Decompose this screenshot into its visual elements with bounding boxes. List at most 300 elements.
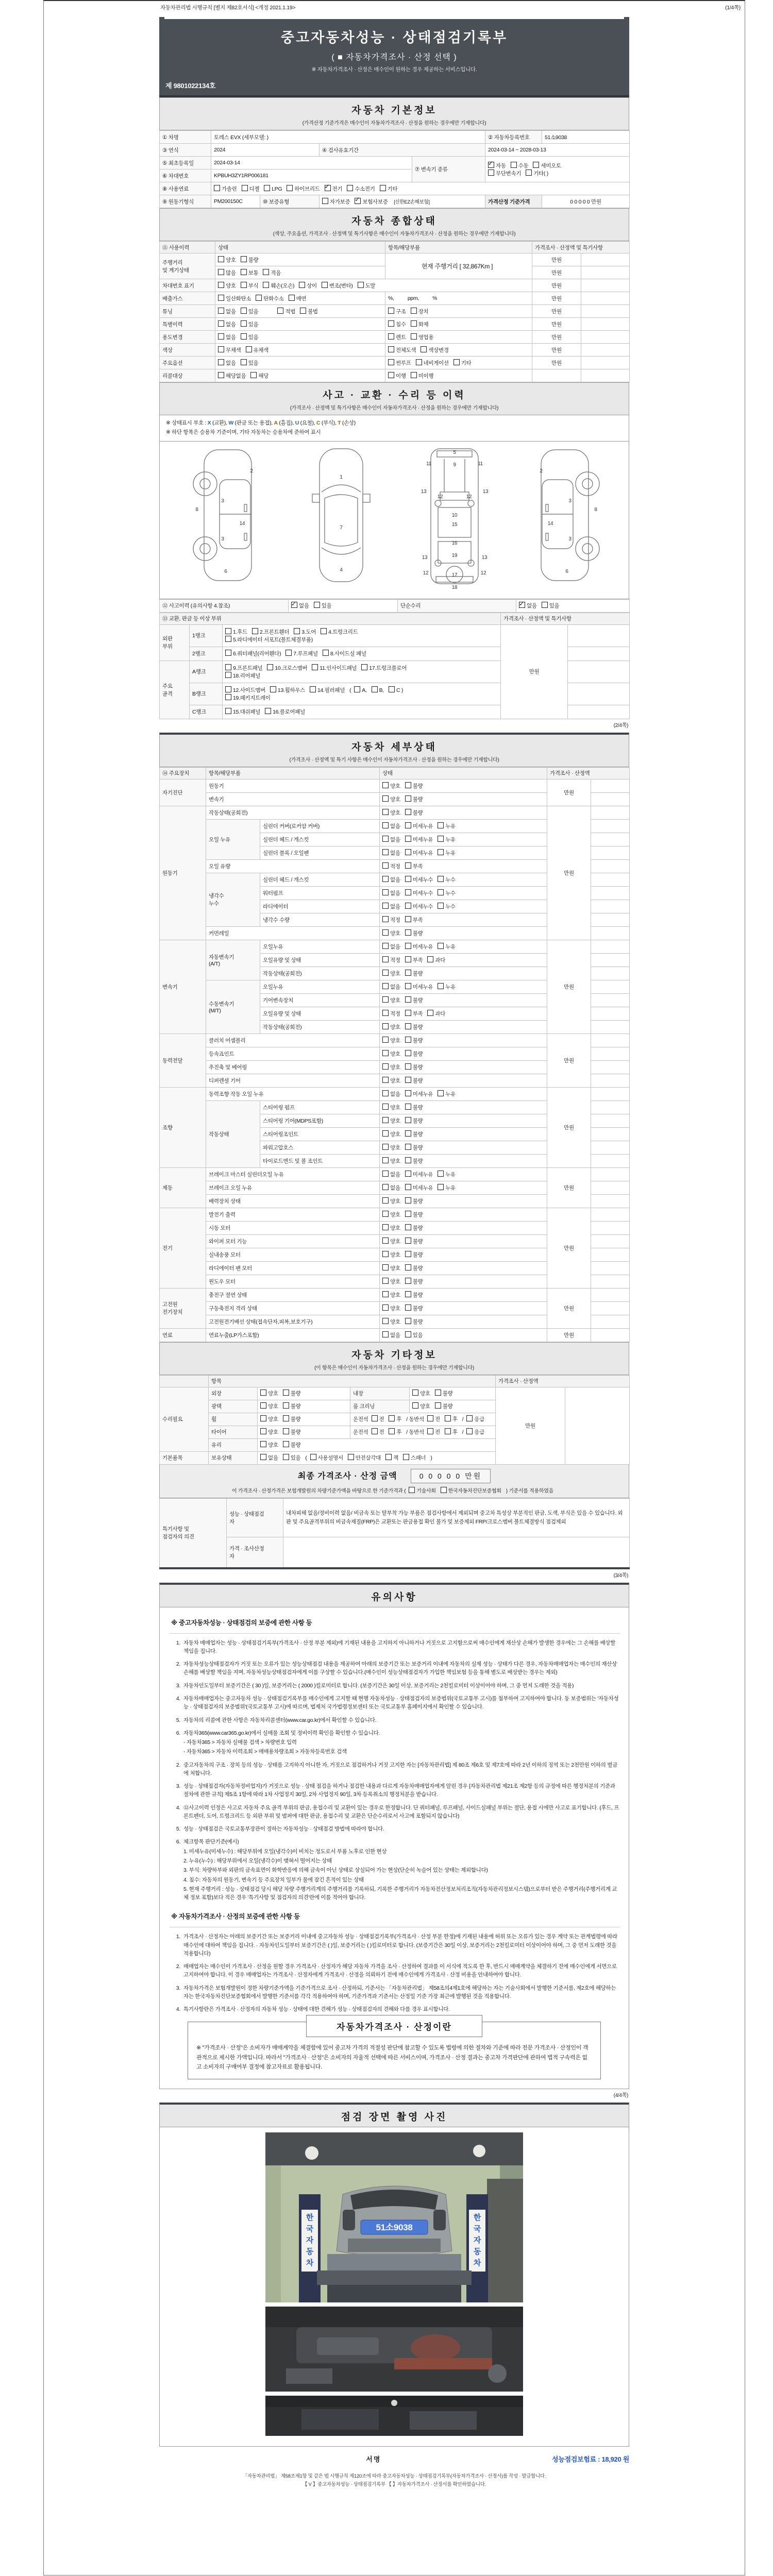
checkbox-label: 양호 xyxy=(390,970,400,977)
price-cell: 만원 xyxy=(547,1328,591,1342)
checkbox-option xyxy=(260,1428,278,1436)
item-cell: 시동 모터 xyxy=(206,1221,380,1234)
checkbox[interactable] xyxy=(405,943,411,949)
checkbox-option xyxy=(382,929,400,937)
checkbox[interactable] xyxy=(405,782,411,788)
checkbox[interactable] xyxy=(314,602,320,608)
checkbox-option xyxy=(412,1402,430,1410)
checkbox[interactable] xyxy=(405,1171,411,1177)
checkbox[interactable] xyxy=(241,359,247,365)
checkbox-option xyxy=(348,1454,381,1462)
checkbox-label: 5.라디에이터 서포트(볼트체결부품) xyxy=(233,636,313,643)
checkbox[interactable] xyxy=(260,1428,266,1434)
checkbox-option xyxy=(225,686,265,694)
checkbox-label: 하이브리드 xyxy=(294,185,320,192)
row-label: 특별이력 xyxy=(160,318,215,331)
item-label: 유리 xyxy=(209,1438,258,1451)
checkbox[interactable] xyxy=(250,372,257,378)
note-cell xyxy=(591,833,630,846)
checkbox[interactable] xyxy=(310,1454,316,1460)
checkbox-option xyxy=(283,1415,301,1423)
checkbox[interactable] xyxy=(300,308,306,314)
checkbox[interactable] xyxy=(241,256,247,262)
checkbox-label: 양호 xyxy=(390,1104,400,1111)
checkbox[interactable] xyxy=(382,1184,389,1190)
checkbox[interactable] xyxy=(382,1023,389,1029)
checkbox[interactable] xyxy=(511,162,517,168)
checkbox-label: 불량 xyxy=(412,1117,423,1124)
notice-text: 체크항목 판단기준(예시) 1. 미세누유(미세누수) : 해당부위에 오일(냉각수)이 비치는 정도로서 부품 노후로 인한 현상 2. 누유(누수) : 해당부위에서 오일(냉각수)이 맺혀서 떨어지는 상태 3. 부식: 차량하부와 외판의 금속표면이 화학반응에 의해 금속이 아닌 상태로 상실되어 가는 현상(단순히 녹슬어 있는 상태는 제외합니다) 4. 침수: 자동차의 원동기, 변속기 등 주요장치 일부가 물에 잠긴 흔적이 있는 상태 5. 현재 주행거리 : 성능 · 상태점검 당시 해당 차량 주행거리계의 주행거리를 기록하되, 기록한 주행거리가 자동차전산정보처리조직(자동차관리정보시스템)으로부터 받은 주행거리(주행거리계 교체 정보 포함)보다 적은 경우 '특기사항 및 점검자의 의견'란에 이를 적어야 합니다. xyxy=(183,1838,619,1902)
checkbox[interactable] xyxy=(388,346,394,352)
checkbox[interactable] xyxy=(382,1063,389,1070)
checkbox[interactable] xyxy=(214,185,220,191)
checkbox[interactable] xyxy=(299,282,305,288)
checkbox[interactable] xyxy=(277,308,283,314)
checkbox[interactable] xyxy=(405,1251,411,1257)
state-cell xyxy=(380,873,547,886)
col-item: 항목/해당부품 xyxy=(385,242,532,253)
checkbox[interactable] xyxy=(372,1428,378,1434)
checkbox[interactable] xyxy=(382,876,389,882)
checkbox[interactable] xyxy=(321,628,327,634)
engine-label: ⑨ 원동기형식 xyxy=(160,195,211,208)
checkbox-label: 있음 xyxy=(248,360,259,366)
checkbox[interactable] xyxy=(409,1487,415,1493)
checkbox[interactable] xyxy=(361,664,367,670)
checkbox[interactable] xyxy=(323,650,329,656)
checkbox[interactable] xyxy=(355,198,361,204)
year-value: 2024 xyxy=(211,144,320,157)
checkbox[interactable] xyxy=(438,1090,444,1096)
checkbox[interactable] xyxy=(427,1010,433,1016)
part-number: 14 xyxy=(239,520,245,527)
item-cell: 실린더 블록 / 오일팬 xyxy=(260,846,380,859)
checkbox[interactable] xyxy=(382,943,389,949)
checkbox[interactable] xyxy=(385,1454,392,1460)
checkbox[interactable] xyxy=(289,295,295,301)
checkbox[interactable] xyxy=(218,359,224,365)
checkbox[interactable] xyxy=(427,1415,433,1421)
checkbox[interactable] xyxy=(438,889,444,895)
checkbox[interactable] xyxy=(283,1415,289,1421)
checkbox[interactable] xyxy=(405,836,411,842)
checkbox[interactable] xyxy=(260,1454,266,1460)
checkbox[interactable] xyxy=(405,1304,411,1311)
checkbox[interactable] xyxy=(405,1331,411,1337)
checkbox[interactable] xyxy=(382,795,389,802)
checkbox[interactable] xyxy=(405,1318,411,1324)
checkbox-option xyxy=(260,1415,278,1423)
checkbox[interactable] xyxy=(372,686,378,692)
checkbox[interactable] xyxy=(218,333,224,340)
item-cell: 와이퍼 모터 기능 xyxy=(206,1234,380,1248)
checkbox[interactable] xyxy=(382,1050,389,1056)
checkbox[interactable] xyxy=(405,1010,411,1016)
checkbox[interactable] xyxy=(438,903,444,909)
part-number: 14 xyxy=(547,520,553,527)
checkbox[interactable] xyxy=(218,320,224,327)
checkbox[interactable] xyxy=(260,1441,266,1447)
checkbox[interactable] xyxy=(405,1130,411,1137)
checkbox-option xyxy=(225,636,313,643)
checkbox[interactable] xyxy=(405,876,411,882)
checkbox[interactable] xyxy=(427,956,433,962)
detail-row xyxy=(160,806,630,819)
checkbox[interactable] xyxy=(380,185,386,191)
checkbox[interactable] xyxy=(388,372,394,378)
checkbox[interactable] xyxy=(225,694,231,700)
checkbox[interactable] xyxy=(405,916,411,922)
checkbox[interactable] xyxy=(225,650,231,656)
checkbox[interactable] xyxy=(218,295,224,301)
checkbox[interactable] xyxy=(405,822,411,828)
checkbox[interactable] xyxy=(312,664,318,670)
checkbox[interactable] xyxy=(382,1224,389,1230)
inline-text: ( xyxy=(349,687,351,693)
checkbox[interactable] xyxy=(322,282,328,288)
state-cell xyxy=(258,1387,350,1400)
checkbox[interactable] xyxy=(526,170,532,176)
inline-text: ) 기준서를 적용하였음 xyxy=(506,1488,553,1494)
checkbox[interactable] xyxy=(382,1157,389,1163)
col-device: ⑭ 주요장치 xyxy=(160,767,206,779)
checkbox[interactable] xyxy=(438,1184,444,1190)
checkbox[interactable] xyxy=(372,1415,378,1421)
checkbox-label: 11.인사이드패널 xyxy=(320,665,357,671)
checkbox[interactable] xyxy=(283,1428,289,1434)
checkbox[interactable] xyxy=(382,1117,389,1123)
checkbox[interactable] xyxy=(438,1171,444,1177)
rank-label: 2랭크 xyxy=(190,647,223,660)
checkbox[interactable] xyxy=(405,1090,411,1096)
checkbox[interactable] xyxy=(256,295,262,301)
checkbox-label: 없음 xyxy=(226,334,236,341)
checkbox[interactable] xyxy=(405,1077,411,1083)
checkbox-option xyxy=(405,1050,423,1058)
checkbox[interactable] xyxy=(260,1415,266,1421)
state-cell xyxy=(380,1074,547,1087)
state-cell xyxy=(215,357,385,369)
checkbox[interactable] xyxy=(267,664,273,670)
row-label: 주요옵션 xyxy=(160,357,215,369)
checkbox[interactable] xyxy=(260,1389,266,1396)
checkbox[interactable] xyxy=(533,162,539,168)
checkbox[interactable] xyxy=(382,1304,389,1311)
checkbox-label: 불량 xyxy=(412,1265,423,1272)
checkbox[interactable] xyxy=(488,162,494,168)
checkbox[interactable] xyxy=(382,889,389,895)
checkbox-label: 6.쿼터패널(리어휀다) xyxy=(233,651,281,657)
checkbox-label: 양호 xyxy=(268,1416,278,1423)
checkbox[interactable] xyxy=(382,956,389,962)
checkbox[interactable] xyxy=(405,1037,411,1043)
section-other xyxy=(159,1342,629,1375)
checkbox[interactable] xyxy=(218,308,224,314)
checkbox[interactable] xyxy=(405,1144,411,1150)
checkbox[interactable] xyxy=(405,1184,411,1190)
checkbox-option xyxy=(218,320,236,328)
checkbox[interactable] xyxy=(405,1291,411,1297)
checkbox[interactable] xyxy=(291,602,297,608)
checkbox[interactable] xyxy=(427,1428,433,1434)
checkbox-label: 없음 xyxy=(390,1332,400,1338)
checkbox[interactable] xyxy=(405,970,411,976)
checkbox[interactable] xyxy=(283,1441,289,1447)
checkbox-label: 없음 xyxy=(268,1455,278,1462)
checkbox-option xyxy=(438,836,456,843)
checkbox[interactable] xyxy=(382,1251,389,1257)
state-cell xyxy=(258,1438,496,1451)
checkbox[interactable] xyxy=(382,1077,389,1083)
checkbox[interactable] xyxy=(382,1144,389,1150)
checkbox[interactable] xyxy=(405,862,411,869)
checkbox[interactable] xyxy=(382,1104,389,1110)
sub-label: 작동상태 xyxy=(206,1100,260,1167)
state-cell xyxy=(215,279,532,292)
checkbox[interactable] xyxy=(241,282,247,288)
checkbox[interactable] xyxy=(438,836,444,842)
checkbox[interactable] xyxy=(405,983,411,989)
checkbox[interactable] xyxy=(435,1402,441,1409)
state-cell xyxy=(380,1114,547,1127)
checkbox[interactable] xyxy=(382,983,389,989)
checkbox[interactable] xyxy=(382,1037,389,1043)
checkbox[interactable] xyxy=(225,628,231,634)
checkbox[interactable] xyxy=(405,1264,411,1270)
checkbox[interactable] xyxy=(382,1264,389,1270)
checkbox[interactable] xyxy=(218,256,224,262)
checkbox[interactable] xyxy=(264,185,270,191)
checkbox[interactable] xyxy=(382,996,389,1003)
checkbox-option xyxy=(405,1090,433,1098)
checkbox[interactable] xyxy=(241,308,247,314)
checkbox[interactable] xyxy=(519,602,525,608)
checkbox[interactable] xyxy=(218,346,224,352)
checkbox[interactable] xyxy=(389,1428,395,1434)
checkbox[interactable] xyxy=(382,1197,389,1204)
checkbox[interactable] xyxy=(453,359,460,365)
col-price: 가격조사 · 산정액 및 특기사항 xyxy=(532,242,630,253)
checkbox[interactable] xyxy=(405,1238,411,1244)
checkbox[interactable] xyxy=(388,333,394,340)
checkbox[interactable] xyxy=(225,708,231,714)
checkbox-option xyxy=(416,359,449,367)
checkbox[interactable] xyxy=(488,170,494,176)
checkbox[interactable] xyxy=(348,1454,354,1460)
checkbox[interactable] xyxy=(225,636,231,642)
checkbox[interactable] xyxy=(382,1090,389,1096)
checkbox-label: 잭 xyxy=(393,1455,398,1462)
checkbox[interactable] xyxy=(246,346,252,352)
state-cell xyxy=(380,779,547,792)
legend-prefix: ※ 상태표시 부호 : xyxy=(166,420,208,426)
warranty-label: ⑩ 보증유형 xyxy=(260,195,320,208)
checkbox[interactable] xyxy=(382,1238,389,1244)
checkbox[interactable] xyxy=(405,809,411,815)
checkbox[interactable] xyxy=(412,1389,418,1396)
checkbox[interactable] xyxy=(382,916,389,922)
checkbox[interactable] xyxy=(382,1291,389,1297)
checkbox-label: 매연 xyxy=(296,295,307,302)
checkbox[interactable] xyxy=(388,308,394,314)
checkbox[interactable] xyxy=(438,943,444,949)
checkbox[interactable] xyxy=(252,628,258,634)
checkbox[interactable] xyxy=(283,1402,289,1409)
checkbox-label: 양호 xyxy=(390,1077,400,1084)
checkbox[interactable] xyxy=(438,849,444,855)
checkbox-option xyxy=(382,1238,400,1245)
checkbox[interactable] xyxy=(438,822,444,828)
checkbox[interactable] xyxy=(445,1428,451,1434)
checkbox[interactable] xyxy=(260,1402,266,1409)
checkbox[interactable] xyxy=(382,970,389,976)
checkbox[interactable] xyxy=(283,1454,289,1460)
checkbox[interactable] xyxy=(382,836,389,842)
checkbox-label: 17.트렁크플로어 xyxy=(369,665,407,671)
checkbox[interactable] xyxy=(411,333,417,340)
checkbox[interactable] xyxy=(382,1331,389,1337)
checkbox-option xyxy=(382,1184,400,1192)
checkbox[interactable] xyxy=(405,1224,411,1230)
checkbox-label: 양호 xyxy=(390,1305,400,1312)
checkbox-option xyxy=(289,295,307,302)
checkbox[interactable] xyxy=(322,198,328,204)
checkbox[interactable] xyxy=(388,359,394,365)
checkbox[interactable] xyxy=(411,320,417,327)
checkbox-label: 불량 xyxy=(412,1024,423,1030)
checkbox[interactable] xyxy=(466,1428,473,1434)
checkbox[interactable] xyxy=(225,664,231,670)
note-cell xyxy=(581,344,630,357)
note-cell xyxy=(568,660,630,683)
checkbox[interactable] xyxy=(382,1130,389,1137)
checkbox-option xyxy=(405,862,423,870)
checkbox[interactable] xyxy=(445,1415,451,1421)
checkbox[interactable] xyxy=(382,929,389,936)
checkbox[interactable] xyxy=(354,686,360,692)
checkbox[interactable] xyxy=(403,1454,409,1460)
checkbox[interactable] xyxy=(412,1402,418,1409)
checkbox[interactable] xyxy=(405,1157,411,1163)
checkbox[interactable] xyxy=(405,889,411,895)
checkbox[interactable] xyxy=(405,903,411,909)
checkbox[interactable] xyxy=(382,1010,389,1016)
checkbox[interactable] xyxy=(382,822,389,828)
checkbox[interactable] xyxy=(389,686,395,692)
checkbox[interactable] xyxy=(411,308,417,314)
checkbox[interactable] xyxy=(405,956,411,962)
checkbox[interactable] xyxy=(405,1023,411,1029)
checkbox[interactable] xyxy=(287,185,293,191)
checkbox[interactable] xyxy=(241,269,247,275)
inline-text: %, ppm, % xyxy=(388,295,438,301)
checkbox[interactable] xyxy=(241,320,247,327)
checkbox-option xyxy=(405,903,433,910)
checkbox[interactable] xyxy=(421,346,427,352)
checkbox[interactable] xyxy=(285,650,292,656)
checkbox[interactable] xyxy=(388,320,394,327)
checkbox-label: 없음 xyxy=(390,876,400,883)
checkbox[interactable] xyxy=(438,876,444,882)
section-title: 유의사항 xyxy=(371,1591,417,1603)
checkbox[interactable] xyxy=(382,782,389,788)
checkbox[interactable] xyxy=(382,809,389,815)
checkbox[interactable] xyxy=(225,686,231,692)
checkbox[interactable] xyxy=(263,282,269,288)
checkbox[interactable] xyxy=(225,672,231,678)
part-number: 9 xyxy=(453,462,456,468)
checkbox-option xyxy=(382,1278,400,1285)
checkbox[interactable] xyxy=(405,996,411,1003)
checkbox[interactable] xyxy=(438,983,444,989)
state-cell xyxy=(410,1387,496,1400)
checkbox[interactable] xyxy=(382,849,389,855)
checkbox-label: 있음 xyxy=(248,308,259,315)
checkbox[interactable] xyxy=(294,628,300,634)
checkbox[interactable] xyxy=(270,686,276,692)
checkbox[interactable] xyxy=(382,1318,389,1324)
checkbox-label: 불량 xyxy=(290,1416,301,1423)
checkbox[interactable] xyxy=(435,1389,441,1396)
checkbox[interactable] xyxy=(441,1487,447,1493)
state-cell xyxy=(380,1047,547,1060)
checkbox[interactable] xyxy=(382,1211,389,1217)
checkbox[interactable] xyxy=(283,1389,289,1396)
checkbox[interactable] xyxy=(405,1104,411,1110)
car-diagram xyxy=(159,442,629,599)
checkbox[interactable] xyxy=(263,269,269,275)
checkbox[interactable] xyxy=(358,282,364,288)
checkbox[interactable] xyxy=(405,1117,411,1123)
checkbox-option xyxy=(214,185,237,193)
checkbox[interactable] xyxy=(405,1050,411,1056)
checkbox-label: 7.루프패널 xyxy=(293,651,318,657)
checkbox[interactable] xyxy=(382,1171,389,1177)
checkbox[interactable] xyxy=(310,686,316,692)
checkbox[interactable] xyxy=(242,185,248,191)
notice-body xyxy=(159,1607,629,2089)
checkbox[interactable] xyxy=(405,929,411,936)
notice-text: 매매업자는 매수인이 가격조사 · 산정을 원할 경우 가격조사 · 산정자가 해당 자동차 가격을 조사 · 산정하여 결과를 이 서식에 적도록 한 후, 반드시 매매계약을 체결하기 전에 매수인에게 서면으로 고지하여야 합니다. 이 경우 매매업자는 가격조사 · 산정자에게 가격조사 · 산정을 의뢰하기 전에 매수인에게 가격조사 · 산정 비용을 안내하여야 합니다. xyxy=(183,1963,617,1978)
checkbox[interactable] xyxy=(405,849,411,855)
checkbox[interactable] xyxy=(405,1197,411,1204)
checkbox[interactable] xyxy=(265,708,271,714)
checkbox[interactable] xyxy=(405,795,411,802)
checkbox[interactable] xyxy=(382,1278,389,1284)
checkbox[interactable] xyxy=(405,1278,411,1284)
checkbox[interactable] xyxy=(218,282,224,288)
checkbox[interactable] xyxy=(542,602,548,608)
checkbox-label: 변조(변타) xyxy=(329,282,353,289)
checkbox[interactable] xyxy=(325,185,331,191)
checkbox[interactable] xyxy=(405,1211,411,1217)
checkbox[interactable] xyxy=(382,862,389,869)
checkbox[interactable] xyxy=(389,1415,395,1421)
checkbox[interactable] xyxy=(218,372,224,378)
checkbox[interactable] xyxy=(411,372,417,378)
checkbox[interactable] xyxy=(466,1415,473,1421)
checkbox[interactable] xyxy=(405,1063,411,1070)
notice-item xyxy=(169,1838,619,1902)
summary-row xyxy=(160,357,630,369)
checkbox[interactable] xyxy=(241,333,247,340)
checkbox[interactable] xyxy=(347,185,353,191)
checkbox[interactable] xyxy=(416,359,422,365)
checkbox-label: 부족 xyxy=(412,957,423,963)
checkbox-label: 자가보증 xyxy=(330,198,350,205)
checkbox[interactable] xyxy=(382,903,389,909)
checkbox[interactable] xyxy=(218,269,224,275)
